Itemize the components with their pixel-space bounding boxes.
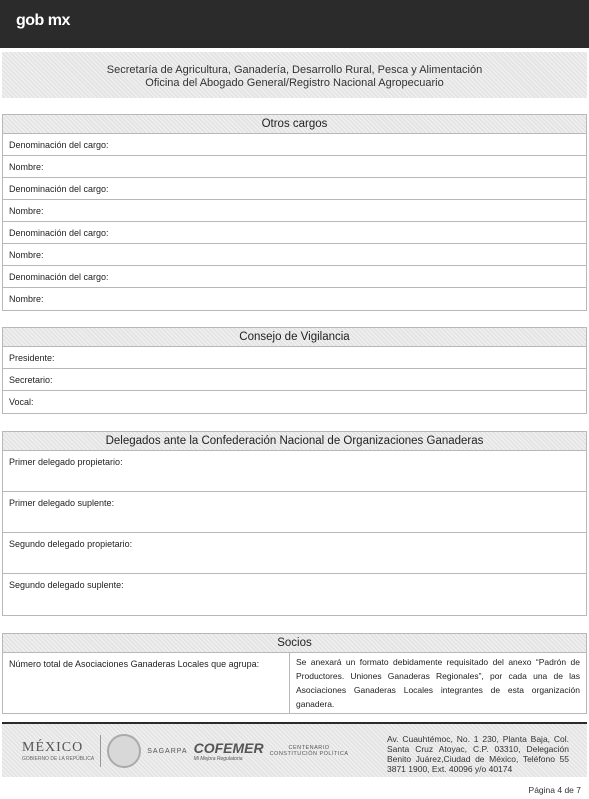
footer (2, 724, 587, 777)
centenario-logo-text: CENTENARIO (288, 745, 330, 751)
document-header (2, 52, 587, 98)
field-denominacion-4: Denominación del cargo: (3, 266, 586, 288)
field-numero-asociaciones: Número total de Asociaciones Ganaderas Locales que agrupa: (3, 653, 290, 713)
field-segundo-delegado-propietario: Segundo delegado propietario: (3, 533, 586, 574)
mexico-logo-text: MÉXICO (22, 740, 84, 755)
field-primer-delegado-propietario: Primer delegado propietario: (3, 451, 586, 492)
mexico-logo-subtext: GOBIERNO DE LA REPÚBLICA (22, 756, 95, 762)
field-denominacion-1: Denominación del cargo: (3, 134, 586, 156)
header-secretaria: Secretaría de Agricultura, Ganadería, Desarrollo Rural, Pesca y Alimentación (106, 64, 483, 76)
field-nombre-1: Nombre: (3, 156, 586, 178)
header-oficina: Oficina del Abogado General/Registro Nacional Agropecuario (145, 77, 444, 89)
section-socios (2, 633, 587, 714)
field-segundo-delegado-suplente: Segundo delegado suplente: (9, 580, 124, 590)
centenario-logo-subtext: CONSTITUCIÓN POLÍTICA (269, 751, 349, 757)
field-denominacion-2: Denominación del cargo: (3, 178, 586, 200)
national-seal-icon (107, 734, 141, 768)
field-nombre-4: Nombre: (9, 294, 44, 304)
mexico-logo (22, 740, 94, 762)
field-primer-delegado-suplente: Primer delegado suplente: (3, 492, 586, 533)
cofemer-logo-subtext: Mi Mejora Regulatoria (193, 756, 243, 762)
footer-address: Av. Cuauhtémoc, No. 1 230, Planta Baja, Col. Santa Cruz Atoyac, C.P. 03310, Delegación Benito Juárez,Ciudad de México, Teléfono 55 3871 1900, Ext. 40096 y/o 40174 (387, 734, 569, 774)
field-nombre-2: Nombre: (3, 200, 586, 222)
section-title: Otros cargos (3, 115, 586, 134)
gobmx-logo: gob mx (16, 12, 70, 29)
section-title: Delegados ante la Confederación Nacional de Organizaciones Ganaderas (3, 432, 586, 451)
socios-note: Se anexará un formato debidamente requisitado del anexo “Padrón de Productores. Uniones Ganaderas Regionales”, por cada una de las Asociaciones Ganaderas Locales integrantes de esta organización ganadera. (296, 657, 580, 709)
cofemer-logo (194, 740, 264, 762)
field-presidente: Presidente: (3, 347, 586, 369)
field-secretario: Secretario: (3, 369, 586, 391)
sagarpa-logo: SAGARPA (147, 747, 188, 755)
section-delegados (2, 431, 587, 616)
field-vocal: Vocal: (9, 397, 34, 407)
centenario-logo (270, 745, 349, 757)
page-number: Página 4 de 7 (528, 785, 581, 795)
field-nombre-3: Nombre: (3, 244, 586, 266)
logo-separator (100, 735, 101, 767)
top-bar (0, 0, 589, 48)
section-consejo-vigilancia (2, 327, 587, 414)
field-denominacion-3: Denominación del cargo: (3, 222, 586, 244)
section-title: Socios (3, 634, 586, 653)
section-title: Consejo de Vigilancia (3, 328, 586, 347)
section-otros-cargos (2, 114, 587, 311)
cofemer-logo-text: COFEMER (193, 740, 264, 756)
